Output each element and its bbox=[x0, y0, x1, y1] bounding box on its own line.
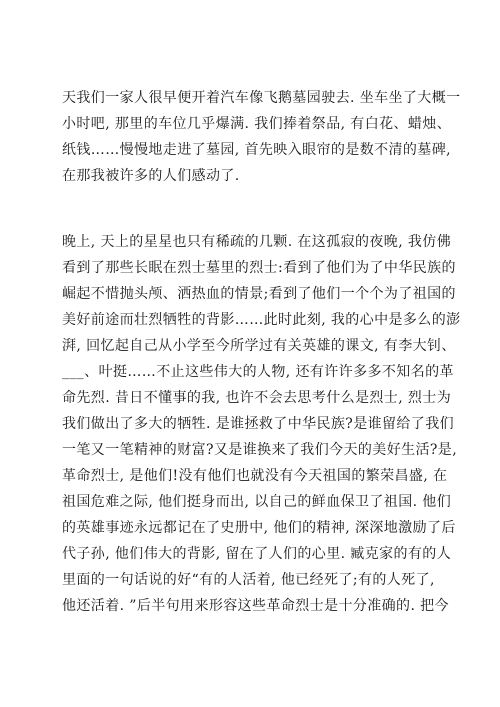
text-line: 看到了那些长眠在烈士墓里的烈士:看到了他们为了中华民族的 bbox=[62, 260, 456, 276]
text-line: 晚上, 天上的星星也只有稀疏的几颗. 在这孤寂的夜晚, 我仿佛 bbox=[62, 234, 452, 250]
text-line: ___、叶挺……不止这些伟大的人物, 还有许许多多不知名的革 bbox=[62, 364, 454, 380]
text-line: 代子孙, 他们伟大的背影, 留在了人们的心里. 臧克家的有的人 bbox=[62, 546, 452, 562]
paragraph bbox=[62, 229, 461, 619]
text-line: 命先烈. 昔日不懂事的我, 也许不会去思考什么是烈士, 烈士为 bbox=[62, 390, 452, 406]
text-line: 美好前途而壮烈牺牲的背影……此时此刻, 我的心中是多么的澎 bbox=[62, 312, 461, 328]
text-line: 崛起不惜抛头颅、洒热血的情景;看到了他们一个个为了祖国的 bbox=[62, 286, 456, 302]
text-line: 在那我被许多的人们感动了. bbox=[62, 168, 240, 184]
text-line: 小时吧, 那里的车位几乎爆满. 我们捧着祭品, 有白花、蜡烛、 bbox=[62, 116, 452, 132]
text-line: 的英雄事迹永远都记在了史册中, 他们的精神, 深深地激励了后 bbox=[62, 520, 456, 536]
text-line: 里面的一句话说的好“有的人活着, 他已经死了;有的人死了, bbox=[62, 572, 435, 588]
paragraph bbox=[62, 85, 461, 189]
text-line: 我们做出了多大的牺牲. 是谁拯救了中华民族?是谁留给了我们 bbox=[62, 416, 455, 432]
text-line: 一笔又一笔精神的财富?又是谁换来了我们今天的美好生活?是, bbox=[62, 442, 458, 458]
text-line: 祖国危难之际, 他们挺身而出, 以自己的鲜血保卫了祖国. 他们 bbox=[62, 494, 452, 510]
text-line: 革命烈士, 是他们!没有他们也就没有今天祖国的繁荣昌盛, 在 bbox=[62, 468, 448, 484]
text-line: 天我们一家人很早便开着汽车像飞鹅墓园驶去. 坐车坐了大概一 bbox=[62, 90, 461, 106]
text-line: 他还活着. ”后半句用来形容这些革命烈士是十分准确的. 把今 bbox=[62, 598, 449, 614]
text-line: 纸钱……慢慢地走进了墓园, 首先映入眼帘的是数不清的墓碑, bbox=[62, 142, 451, 158]
text-line: 湃, 回忆起自己从小学至今所学过有关英雄的课文, 有李大钊、 bbox=[62, 338, 456, 354]
